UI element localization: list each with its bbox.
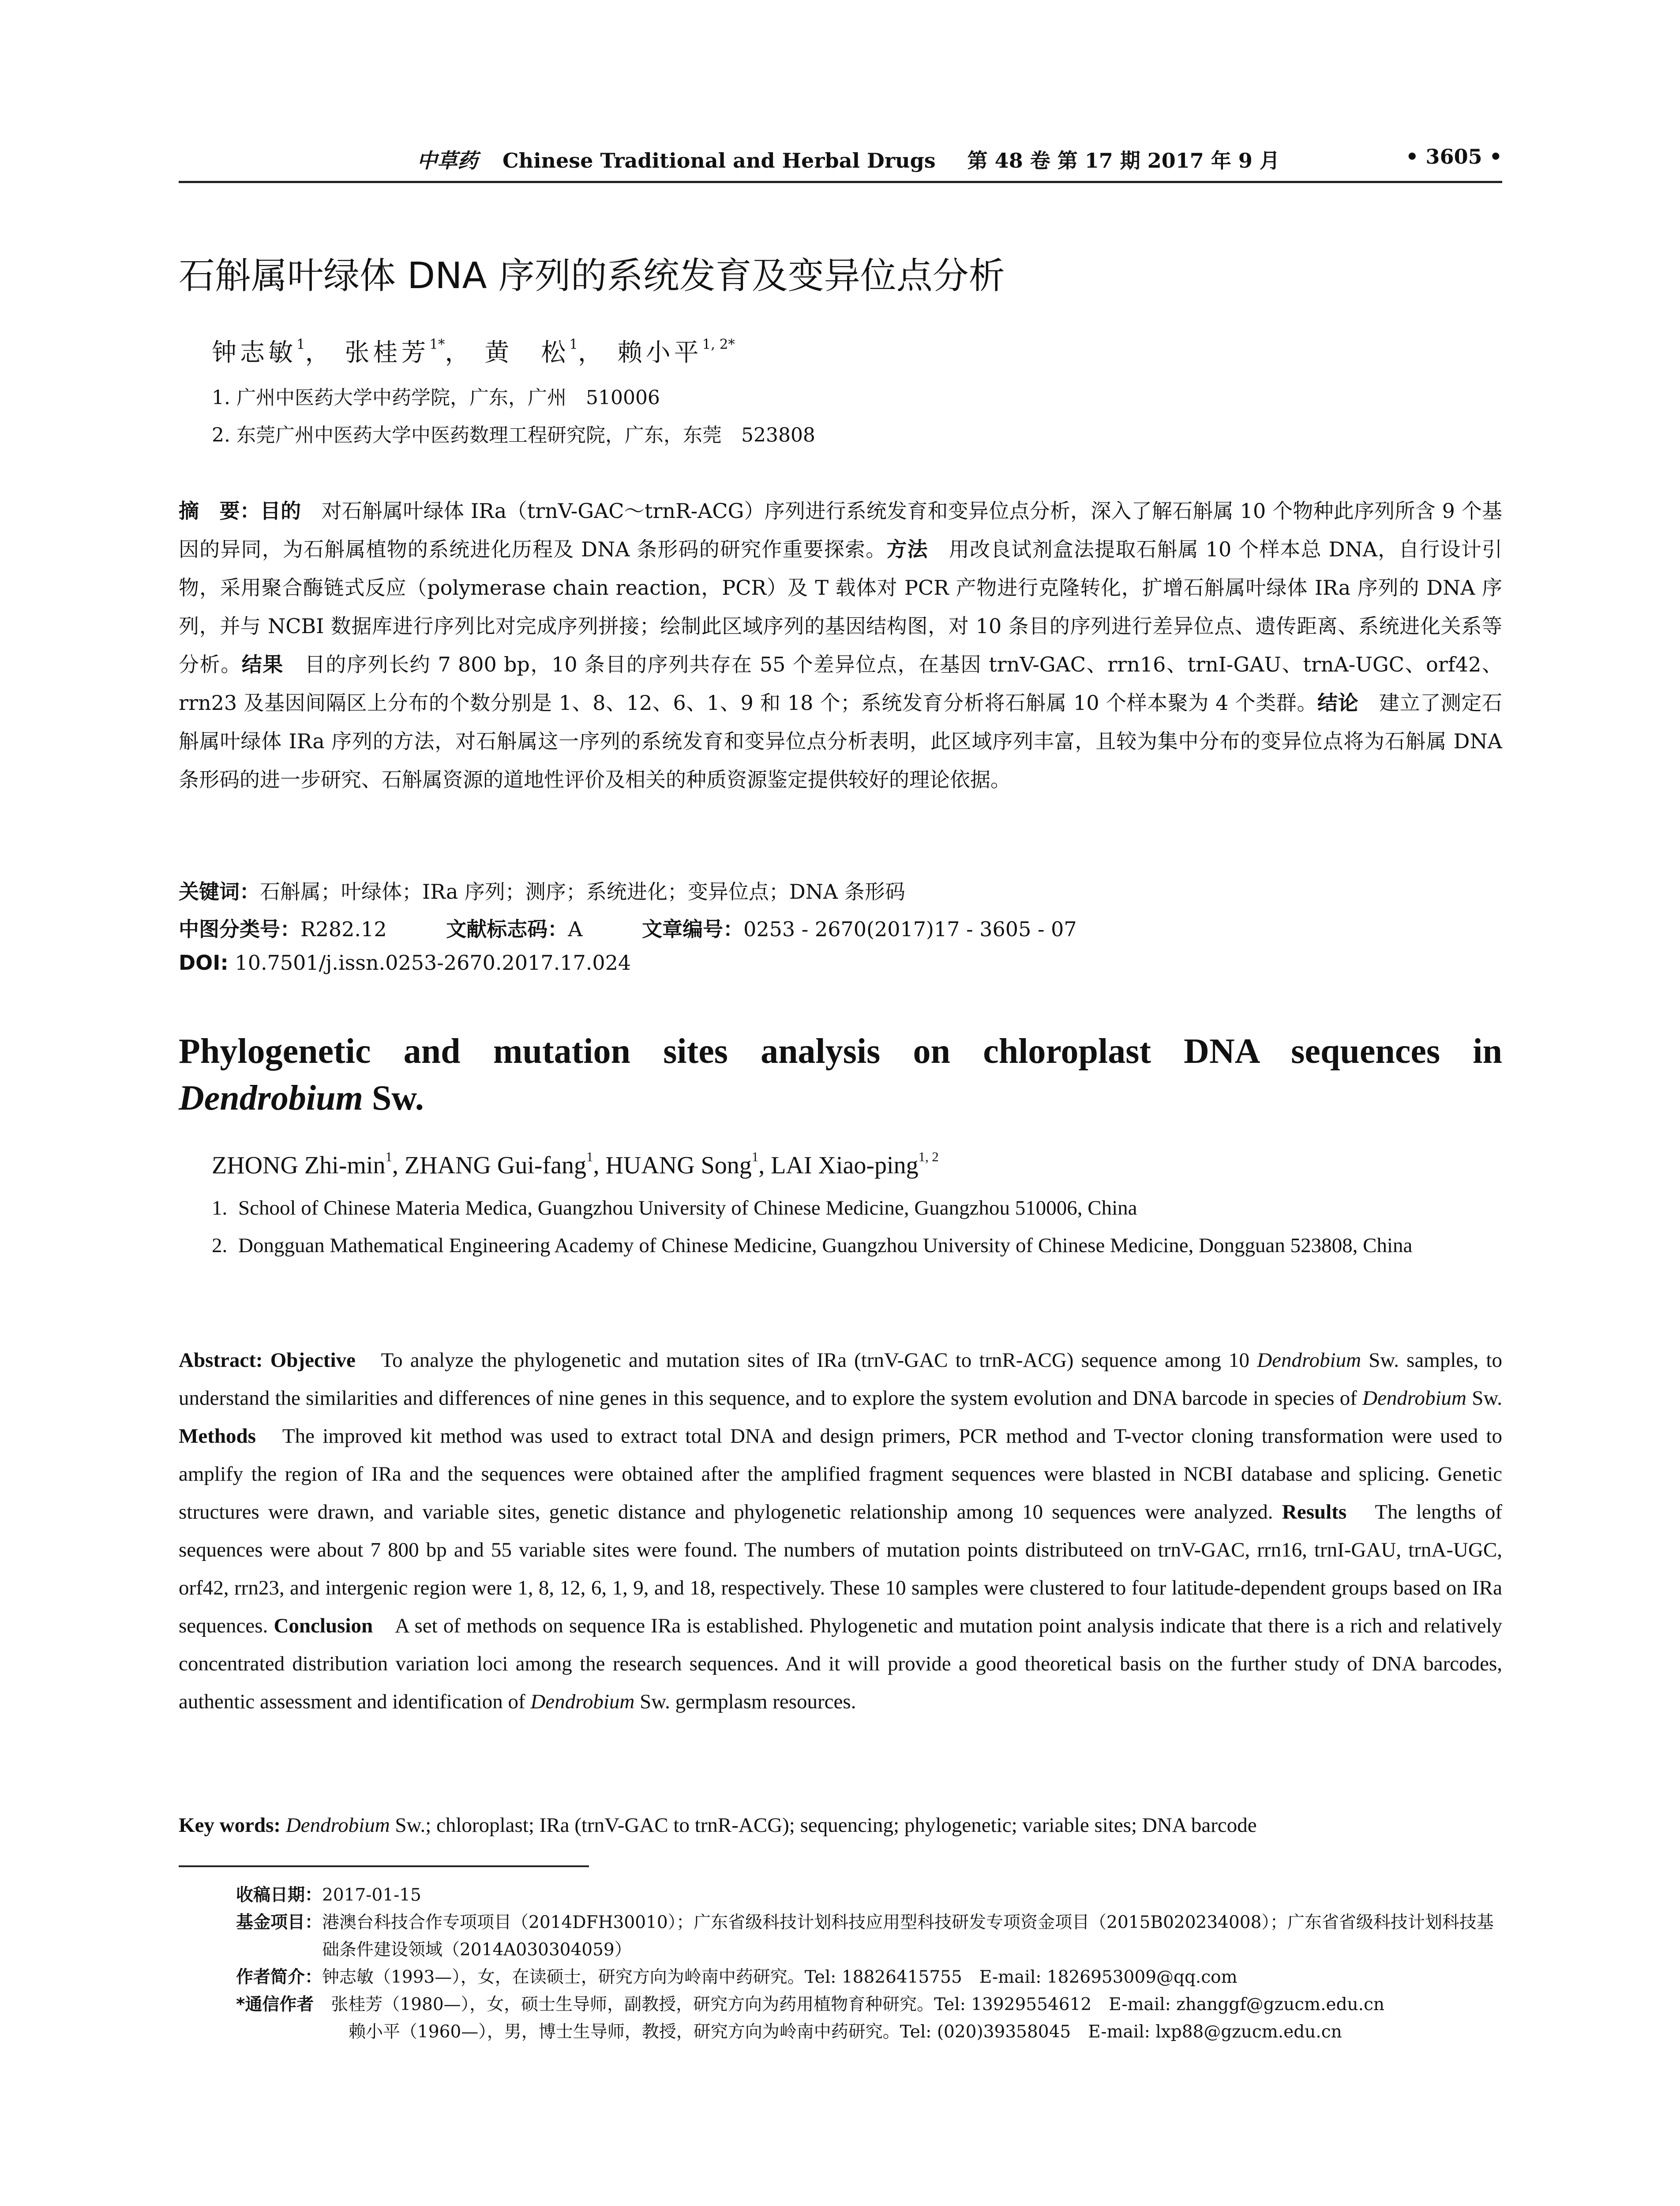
footnote-fund [236,1909,1502,1964]
keywords-text: 石斛属；叶绿体；IRa 序列；测序；系统进化；变异位点；DNA 条形码 [260,880,905,904]
clc-label: 中图分类号： [179,917,300,941]
abstract-label: 摘 要： [179,499,260,523]
english-abstract [179,1341,1502,1721]
english-affiliation-2 [212,1227,1502,1264]
english-title-genus: Dendrobium [179,1079,363,1118]
english-authors [212,1149,939,1180]
results-label: Results [1282,1501,1347,1523]
results-label: 结果 [241,653,284,676]
article-number-value: 0253 - 2670(2017)17 - 3605 - 07 [743,917,1077,941]
genus-name: Dendrobium [285,1814,390,1837]
journal-title-en: Chinese Traditional and Herbal Drugs [502,149,936,173]
results-text: 目的序列长约 7 800 bp，10 条目的序列共存在 55 个差异位点，在基因 trnV-GAC、rrn16、trnI-GAU、trnA-UGC、orf42、rrn23 及基因间隔区上分布的个数分别是 1、8、12、6、1、9 和 18 个；系统发育分析将石斛属 10 个样本聚为 4 个类群。 [179,653,1503,715]
author-separator: , [593,1152,606,1179]
genus-name: Dendrobium [1362,1387,1466,1410]
classification-line [179,913,1077,942]
doi-line [179,951,631,975]
objective-label: 目的 [260,499,301,523]
author-affiliation-marker: 1* [429,336,445,353]
methods-text: The improved kit method was used to extract total DNA and design primers, PCR method and T-vector cloning transformation were used to amplify the region of IRa and the sequences were obtained after the amplified fragment sequences were blasted in NCBI database and splicing. Genetic structures were drawn, and variable sites, genetic distance and phylogenetic relationship among 10 sequences were analyzed. [179,1425,1502,1523]
author-affiliation-marker: 1, 2* [702,336,735,353]
english-affiliation-1 [212,1189,1502,1227]
clc-value: R282.12 [300,917,387,941]
results-text: The lengths of sequences were about 7 800 bp and 55 variable sites were found. The numbers of mutation points distributeed on trnV-GAC, rrn16, trnI-GAU, trnA-UGC, orf42, rrn23, and intergenic region were 1, 8, 12, 6, 1, 9, and 18, respectively. These 10 samples were clustered to four latitude-dependent groups based on IRa sequences. [179,1501,1502,1637]
affiliation-text: School of Chinese Materia Medica, Guangzhou University of Chinese Medicine, Guangzhou 510006, China [238,1197,1137,1219]
doc-code-value: A [568,917,583,941]
footnote-corresponding-2: 赖小平（1960—），男，博士生导师，教授，研究方向为岭南中药研究。Tel: (020)39358045 E-mail: lxp88@gzucm.edu.cn [349,2022,1342,2042]
journal-name [417,145,1280,174]
footnote-text: 张桂芳（1980—），女，硕士生导师，副教授，研究方向为药用植物育种研究。Tel: 13929554612 E-mail: zhanggf@gzucm.edu.cn [314,1995,1385,2015]
english-title [179,1028,1502,1122]
author-affiliation-marker: 1 [385,1149,392,1164]
author-name: 赖小平 [617,338,702,367]
conclusion-label: 结论 [1317,691,1359,715]
author-separator: , [392,1152,405,1179]
author-name: 张桂芳 [345,338,430,367]
journal-issue: 第 48 卷 第 17 期 2017 年 9 月 [967,149,1280,173]
english-title-tail: Sw. [363,1079,424,1118]
methods-label: 方法 [886,537,928,561]
english-keywords [179,1813,1502,1837]
article-number-label: 文章编号： [642,917,744,941]
chinese-title: 石斛属叶绿体 DNA 序列的系统发育及变异位点分析 [179,255,1005,297]
author-name: ZHANG Gui-fang [404,1152,587,1179]
footnote-label: *通信作者 [236,1995,314,2015]
keywords-text: Sw.; chloroplast; IRa (trnV-GAC to trnR-ACG); sequencing; phylogenetic; variable sites; DNA barcode [390,1814,1257,1837]
methods-label: Methods [179,1425,256,1448]
keywords-label: 关键词： [179,880,260,904]
footnote-text: 2017-01-15 [322,1885,421,1905]
running-header [179,141,1502,183]
objective-text: Sw. [1466,1387,1502,1410]
doi-value: 10.7501/j.issn.0253-2670.2017.17.024 [228,951,631,975]
objective-text: 对石斛属叶绿体 IRa（trnV-GAC～trnR-ACG）序列进行系统发育和变异位点分析，深入了解石斛属 10 个物种此序列所含 9 个基因的异同，为石斛属植物的系统进化历程及 DNA 条形码的研究作重要探索。 [179,499,1503,561]
conclusion-text: 建立了测定石斛属叶绿体 IRa 序列的方法，对石斛属这一序列的系统发育和变异位点分析表明，此区域序列丰富，且较为集中分布的变异位点将为石斛属 DNA 条形码的进一步研究、石斛属资源的道地性评价及相关的种质资源鉴定提供较好的理论依据。 [179,691,1503,792]
journal-logo-cn: 中草药 [417,149,478,173]
conclusion-text: A set of methods on sequence IRa is established. Phylogenetic and mutation point analysis indicate that there is a rich and relatively concentrated distribution variation loci among the research sequences. And it will provide a good theoretical basis on the further study of DNA barcodes, authentic assessment and identification of [179,1614,1502,1713]
conclusion-text: Sw. germplasm resources. [634,1690,856,1713]
doi-label: DOI: [179,951,229,975]
abstract-label: Abstract: [179,1349,263,1372]
affiliation-number: 1. [212,1197,228,1219]
keywords-label: Key words: [179,1814,281,1837]
author-affiliation-marker: 1 [751,1149,759,1164]
author-name: ZHONG Zhi-min [212,1152,386,1179]
footnote-label: 作者简介： [236,1967,322,1987]
conclusion-label: Conclusion [274,1614,373,1637]
author-affiliation-marker: 1 [586,1149,593,1164]
author-name: HUANG Song [605,1152,752,1179]
chinese-abstract [179,492,1502,799]
author-name: 黄 松 [484,338,570,367]
objective-label: Objective [270,1349,356,1372]
objective-text: Sw. samples, to understand the similarities and differences of nine genes in this sequence, and to explore the system evolution and DNA barcode in species of [179,1349,1502,1410]
author-affiliation-marker: 1, 2 [918,1149,939,1164]
author-name: 钟志敏 [212,338,296,367]
footnote-text: 港澳台科技合作专项项目（2014DFH30010）；广东省级科技计划科技应用型科技研发专项资金项目（2015B020234008）；广东省省级科技计划科技基础条件建设领域（2014A030304059） [322,1913,1494,1960]
affiliation-text: Dongguan Mathematical Engineering Academy of Chinese Medicine, Guangzhou University of Chinese Medicine, Dongguan 523808, China [238,1234,1413,1257]
affiliation-number: 2. [212,1234,228,1257]
objective-text: To analyze the phylogenetic and mutation sites of IRa (trnV-GAC to trnR-ACG) sequence among 10 [355,1349,1257,1372]
methods-text: 用改良试剂盒法提取石斛属 10 个样本总 DNA，自行设计引物，采用聚合酶链式反应（polymerase chain reaction，PCR）及 T 载体对 PCR 产物进行克隆转化，扩增石斛属叶绿体 IRa 序列的 DNA 序列，并与 NCBI 数据库进行序列比对完成序列拼接；绘制此区域序列的基因结构图，对 10 条目的序列进行差异位点、遗传距离、系统进化关系等分析。 [179,537,1503,676]
author-affiliation-marker: 1 [569,336,578,353]
footnote-divider [179,1865,589,1867]
chinese-affiliation-1: 1. 广州中医药大学中药学院，广东，广州 510006 [212,386,660,409]
chinese-authors: 钟志敏$^1$， 张桂芳$^{1*}$， 黄 松$^1$， 赖小平$^{1, 2*}$ [212,336,735,367]
footnote-text: 钟志敏（1993—），女，在读硕士，研究方向为岭南中药研究。Tel: 18826415755 E-mail: 1826953009@qq.com [322,1967,1238,1987]
author-separator: , [758,1152,771,1179]
chinese-affiliation-2: 2. 东莞广州中医药大学中医药数理工程研究院，广东，东莞 523808 [212,424,815,446]
footnotes [236,1882,1502,2046]
footnote-label: 收稿日期： [236,1885,322,1905]
footnote-author [236,1964,1502,1991]
author-affiliation-marker: 1 [296,336,305,353]
page-number: • 3605 • [1406,145,1502,169]
author-name: LAI Xiao-ping [771,1152,919,1179]
footnote-received [236,1882,1502,1909]
genus-name: Dendrobium [530,1690,635,1713]
footnote-label: 基金项目： [236,1913,322,1932]
chinese-keywords [179,876,905,905]
genus-name: Dendrobium [1257,1349,1361,1372]
doc-code-label: 文献标志码： [446,917,568,941]
footnote-corresponding [236,1991,1502,2018]
english-title-line: Phylogenetic and mutation sites analysis on chloroplast DNA sequences in [179,1032,1502,1071]
